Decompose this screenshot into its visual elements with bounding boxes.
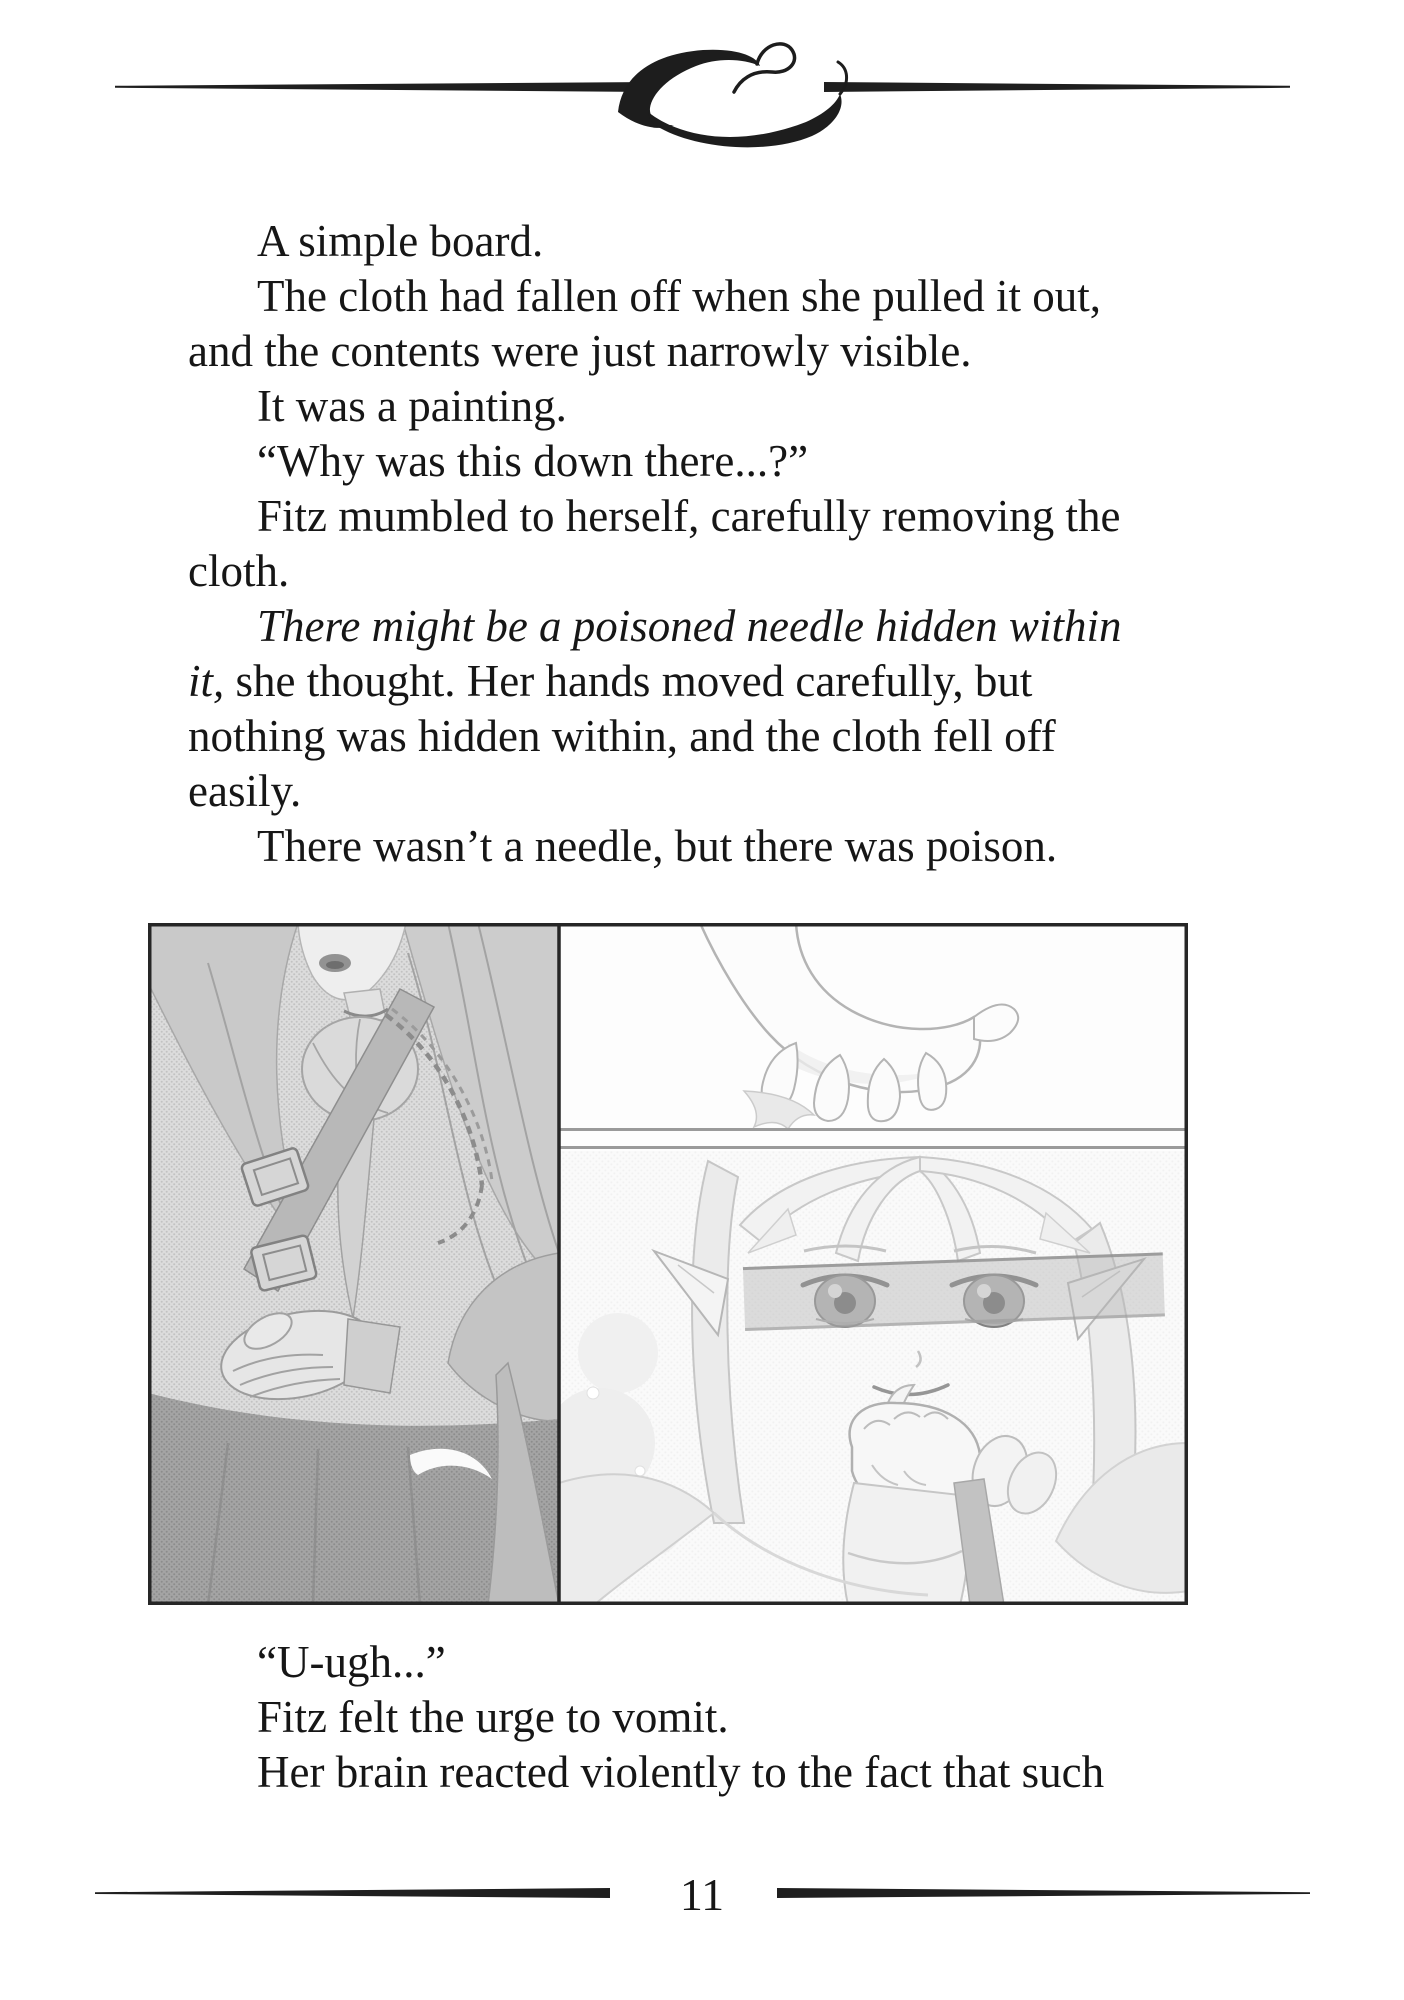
italic-run: There might be a poisoned needle hidden within it, — [188, 601, 1122, 706]
paragraph-dialogue: “Why was this down there...?” — [257, 436, 809, 486]
panel-break-line-top — [559, 1128, 1188, 1131]
paragraph: Fitz mumbled to herself, carefully removing the cloth. — [188, 491, 1121, 596]
header-rule-right — [824, 82, 1290, 92]
paragraph: The cloth had fallen off when she pulled it out, and the contents were just narrowly visible. — [188, 271, 1101, 376]
header-rule-left — [115, 82, 645, 92]
manga-panel-right — [545, 923, 1188, 1605]
header-flourish-icon — [0, 0, 1404, 160]
paragraph: Her brain reacted violently to the fact that such — [257, 1747, 1105, 1797]
paragraph: It was a painting. — [257, 381, 567, 431]
paragraph-dialogue: “U-ugh...” — [257, 1637, 446, 1687]
body-text-bottom — [188, 1635, 1148, 1800]
paragraph: Fitz felt the urge to vomit. — [257, 1692, 729, 1742]
page-number: 11 — [679, 1869, 725, 1920]
panel-break-line-bottom — [559, 1146, 1188, 1149]
normal-run: she thought. Her hands moved carefully, but nothing was hidden within, and the cloth fell off easily. — [188, 656, 1056, 816]
paragraph: A simple board. — [257, 216, 544, 266]
paragraph-with-italic — [188, 599, 1148, 819]
manga-panel-left — [148, 923, 559, 1605]
manga-illustration-canvas — [148, 923, 1188, 1605]
body-text-top — [188, 214, 1148, 874]
paragraph: There wasn’t a needle, but there was poison. — [257, 821, 1058, 871]
header-flourish-swirl — [618, 44, 847, 147]
manga-illustration — [148, 923, 1188, 1605]
